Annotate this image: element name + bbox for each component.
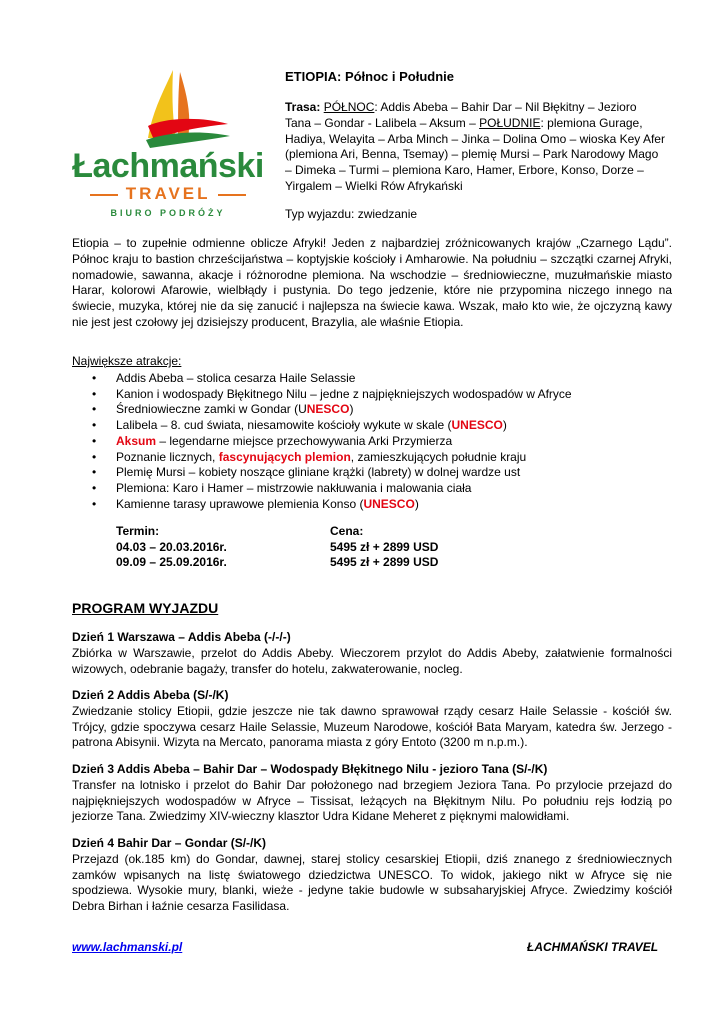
list-item: • Średniowieczne zamki w Gondar (UNESCO) [92,402,354,417]
bullet-icon: • [92,449,97,464]
day-section [72,630,672,677]
website-link[interactable]: www.lachmanski.pl [72,940,183,954]
route-south-text: : plemiona Gurage, Hadiya, Welayita – Arba Minch – Jinka – Dolina Omo – wioska Key Afer (plemiona Ari, Benna, Tsemay) – plemię Mursi – Park Narodowy Mago – Dimeka – Turmi – plemiona Karo, Hamer, Erbore, Konso, Dorze – Yirgalem – Wielki Rów Afrykański [285,115,665,193]
price-column [330,524,438,571]
list-item: • Plemiona: Karo i Hamer – mistrzowie nakłuwania i malowania ciała [92,480,472,495]
attractions-list [72,371,692,512]
bullet-icon: • [92,480,97,495]
day-text: Zwiedzanie stolicy Etiopii, gdzie jeszcze nie tak dawno sprawował rządy cesarz Haile Selassie - kościół św. Trójcy, gdzie spoczywa cesarz Haile Selassie, Muzeum Narodowe, kościół Bata Maryam, katedra św. Jerzego - patrona Abisynii. Wizyta na Mercato, panorama miasta z góry Entoto (3200 m n.p.m.). [72,703,672,750]
trip-type: Typ wyjazdu: zwiedzanie [285,207,418,221]
route-north-text: : Addis Abeba – Bahir Dar – Nil Błękitny – Jezioro Tana – Gondar - Lalibela – Aksum – [285,100,637,130]
route-label: Trasa: [285,100,321,114]
list-item: • Poznanie licznych, fascynujących plemion, zamieszkujących południe kraju [92,449,527,464]
day-text: Transfer na lotnisko i przelot do Bahir Dar położonego nad brzegiem Jeziora Tana. Po przylocie przejazd do najpiękniejszych wodospadów w Afryce – Tissisat, leżących na Błękitnym Nilu. Po południu rejs łodzią po jeziorze Tana. Zwiedzimy XIV-wieczny klasztor Udra Kidane Meheret z pięknymi malowidłami. [72,777,672,824]
term-column [116,524,227,571]
price-value: 5495 zł + 2899 USD [330,539,439,554]
term-value: 09.09 – 25.09.2016r. [116,555,227,569]
day-section [72,688,672,751]
bullet-icon: • [92,371,97,385]
footer-brand: ŁACHMAŃSKI TRAVEL [527,940,659,954]
list-item: • Lalibela – 8. cud świata, niesamowite kościoły wykute w skale (UNESCO) [92,418,507,433]
bullet-icon: • [92,465,97,480]
term-value: 04.03 – 20.03.2016r. [116,539,227,554]
day-text: Zbiórka w Warszawie, przelot do Addis Abeby. Wieczorem przylot do Addis Abeby, załatwienie formalności wizowych, odebranie bagaży, transfer do hotelu, zakwaterowanie, nocleg. [72,645,672,676]
bullet-icon: • [92,402,97,417]
bullet-icon: • [92,386,97,401]
attractions-heading: Największe atrakcje: [72,354,182,368]
bullet-icon: • [92,433,97,448]
route-description [285,100,665,195]
list-item: • Plemię Mursi – kobiety noszące gliniane krążki (labrety) w dolnej wardze ust [92,465,521,480]
page-title: ETIOPIA: Północ i Południe [285,69,455,84]
term-label: Termin: [116,524,160,538]
logo-subtitle: BIURO PODRÓŻY [110,208,226,218]
day-title: Dzień 1 Warszawa – Addis Abeba (-/-/-) [72,630,291,644]
company-logo [68,68,268,216]
route-south-label: POŁUDNIE [479,115,541,130]
bullet-icon: • [92,496,97,511]
day-title: Dzień 4 Bahir Dar – Gondar (S/-/K) [72,836,267,850]
day-section [72,762,672,825]
list-item: • Kanion i wodospady Błękitnego Nilu – jedne z najpiękniejszych wodospadów w Afryce [92,386,572,401]
list-item: • Addis Abeba – stolica cesarza Haile Selassie [92,371,356,385]
bullet-icon: • [92,418,97,433]
day-text: Przejazd (ok.185 km) do Gondar, dawnej, starej stolicy cesarskiej Etiopii, dziś znanego z średniowiecznych zamków wpisanych na listę światowego dziedzictwa UNESCO. To widok, jakiego nikt w Afryce się nie spodziewa. Wysokie mury, blanki, wieże - jedyne takie budowle w subsaharyjskiej Afryce. Zwiedzimy kościół Debra Birhan i łaźnie cesarza Fasilidasa. [72,851,672,914]
list-item: • Kamienne tarasy uprawowe plemienia Konso (UNESCO) [92,496,419,511]
logo-travel-text: TRAVEL [68,184,268,204]
program-heading: PROGRAM WYJAZDU [72,600,219,616]
list-item: • Aksum – legendarne miejsce przechowywania Arki Przymierza [92,433,453,448]
day-title: Dzień 3 Addis Abeba – Bahir Dar – Wodospady Błękitnego Nilu - jezioro Tana (S/-/K) [72,762,548,776]
day-title: Dzień 2 Addis Abeba (S/-/K) [72,688,229,702]
price-label: Cena: [330,524,364,538]
intro-paragraph: Etiopia – to zupełnie odmienne oblicze Afryki! Jeden z najbardziej zróżnicowanych krajów „Czarnego Lądu”. Północ kraju to bastion chrześcijaństwa – koptyjskie kościoły i Amharowie. Na południu – szczątki czarnej Afryki, nomadowie, sawanna, akacje i różnorodne plemiona. Na wschodzie – średniowieczne, muzułmańskie miasto Harar, kolorowi Afarowie, wielbłądy i pustynia. Do tego jedzenie, które nie przypomina niczego innego na świecie, muzyka, której nie da się zanucić i najlepsza na świecie kawa. Wszak, mało kto wie, że ojczyzną kawy nie jest jest czołowy jej dzisiejszy producent, Brazylia, ale właśnie Etiopia. [72,236,672,329]
price-value: 5495 zł + 2899 USD [330,555,439,569]
route-north-label: PÓŁNOC [323,100,375,114]
sails-graphic-icon [68,68,268,150]
day-section [72,836,672,915]
logo-brand-text: Łachmański [72,147,264,185]
